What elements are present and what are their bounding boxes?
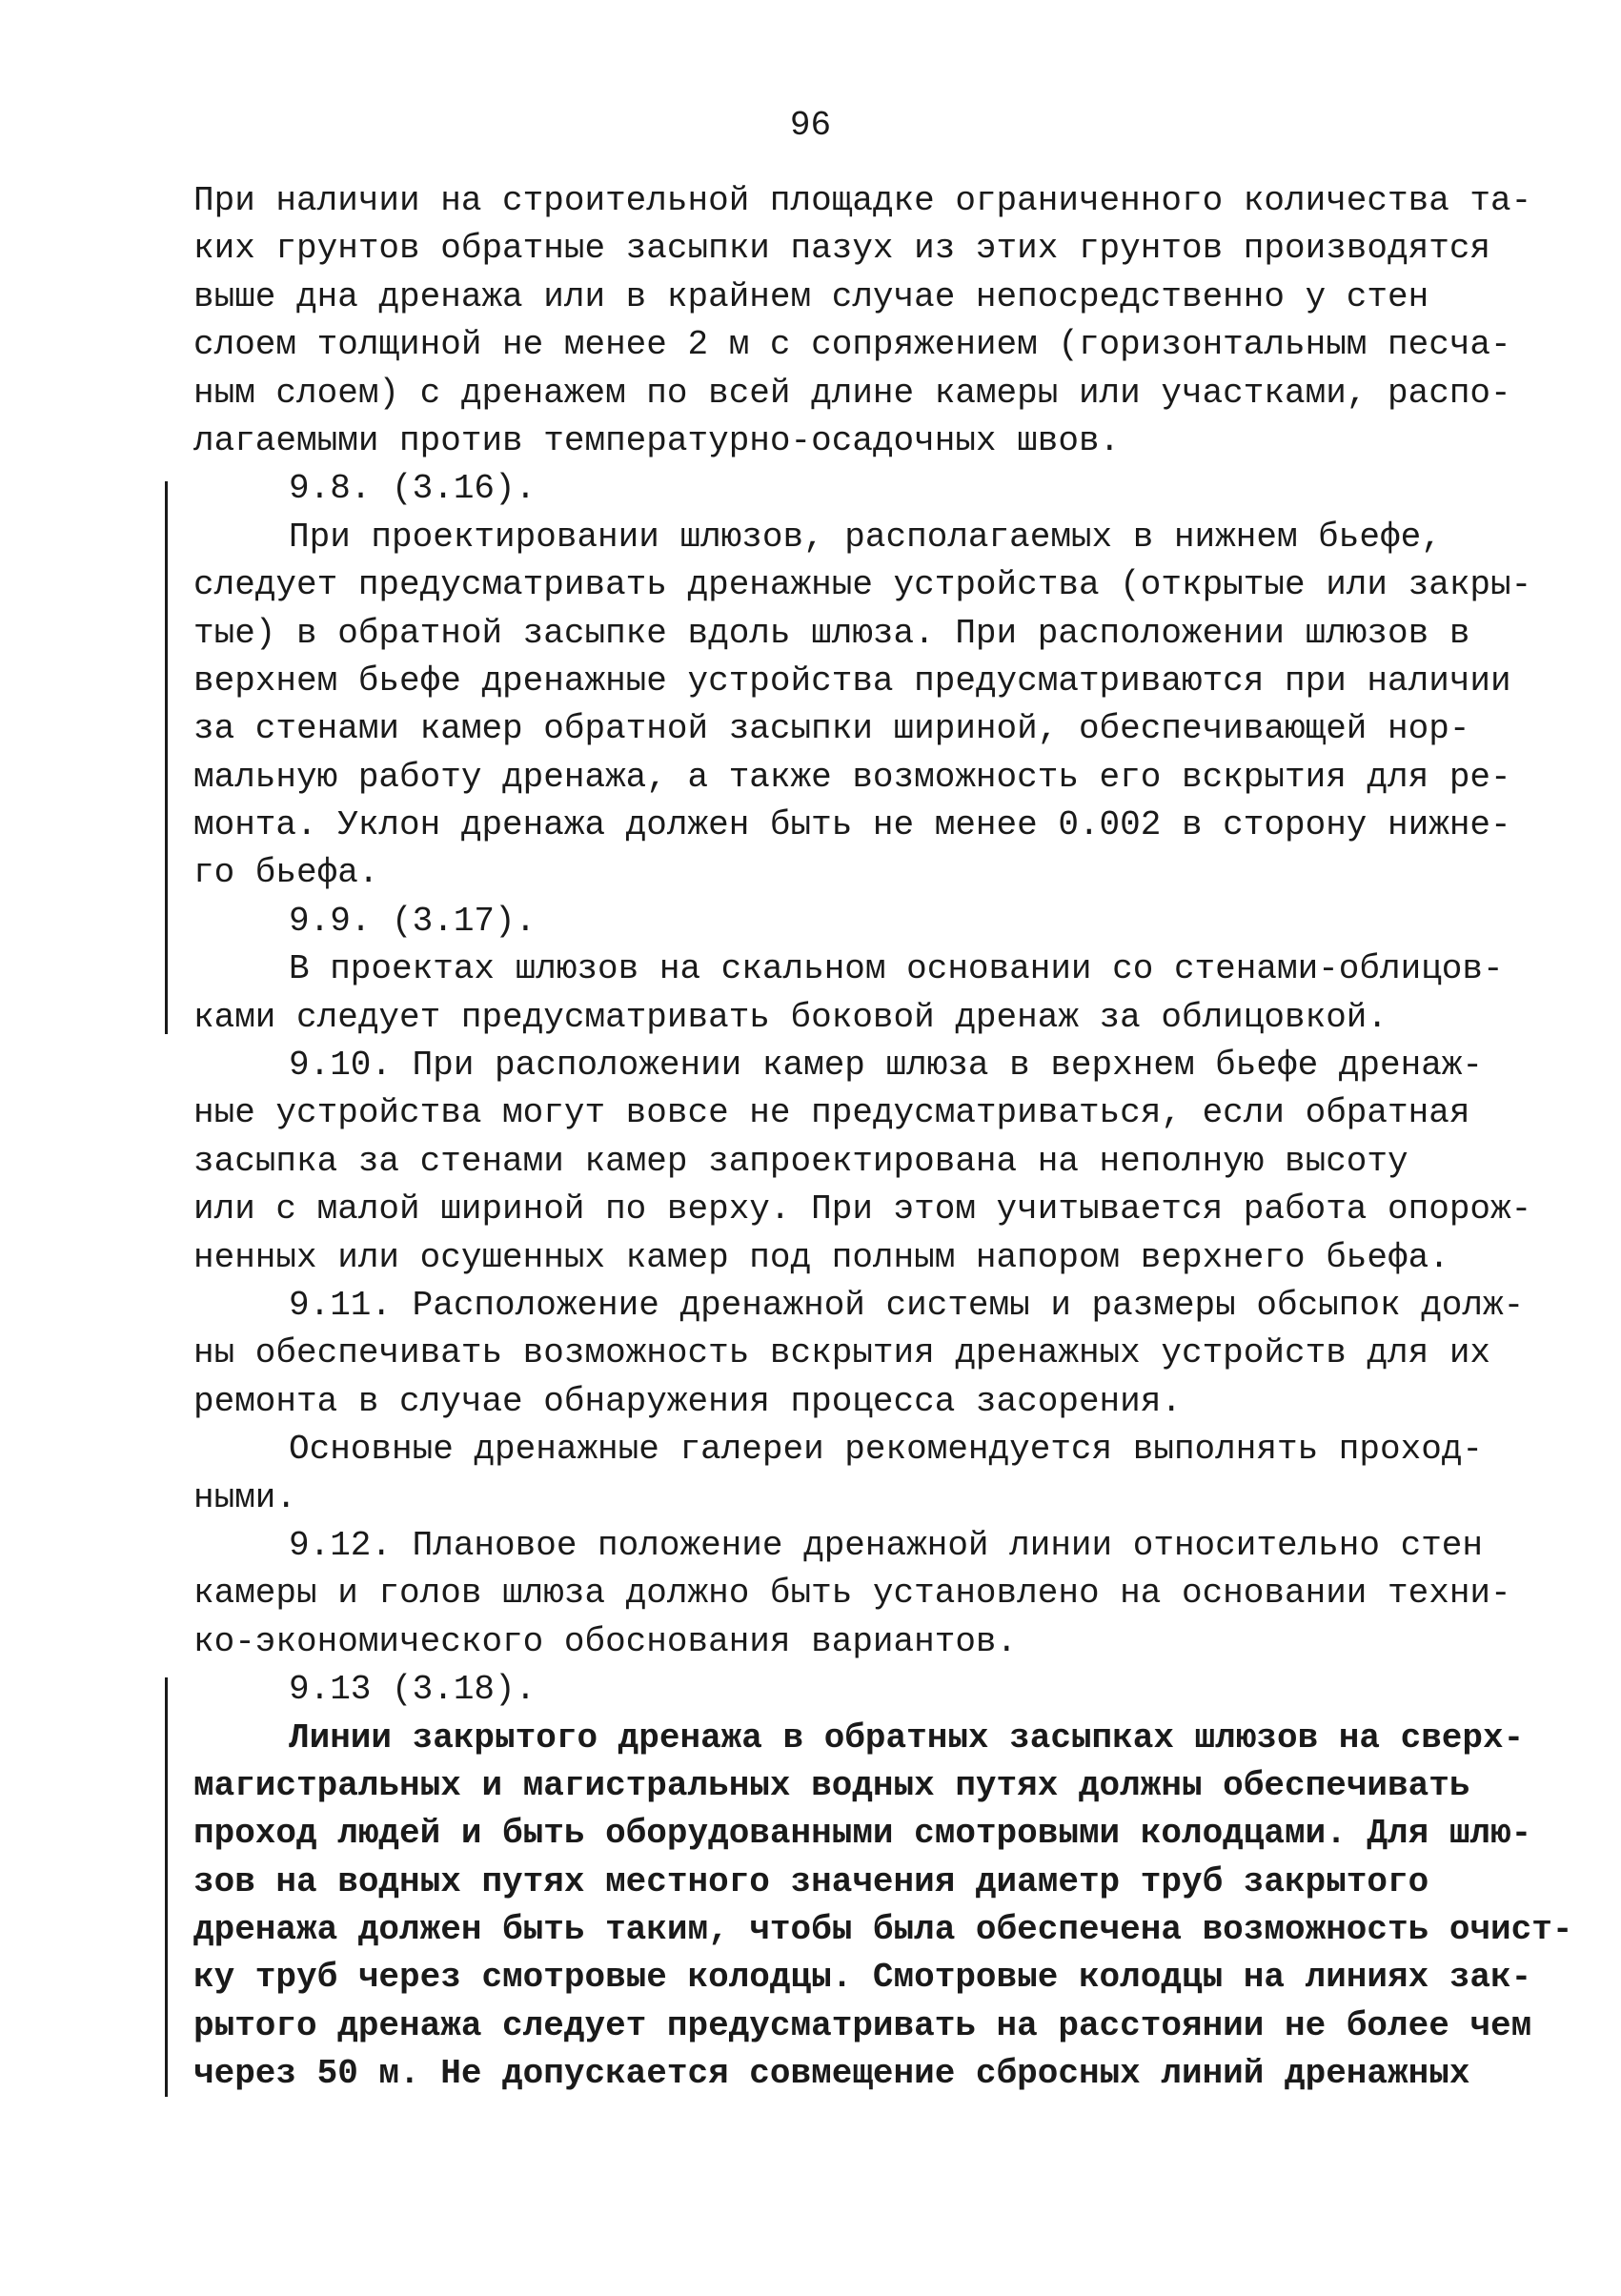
text-line: ным слоем) с дренажем по всей длине камеры или участками, распо- [193,373,1511,413]
text-line: ными. [193,1477,297,1517]
text-line: тые) в обратной засыпке вдоль шлюза. При расположении шлюзов в [193,613,1470,653]
text-line: мальную работу дренажа, а также возможность его вскрытия для ре- [193,757,1511,797]
text-line: ные устройства могут вовсе не предусматриваться, если обратная [193,1093,1470,1133]
text-line: за стенами камер обратной засыпки шириной, обеспечивающей нор- [193,709,1470,749]
text-line: ких грунтов обратные засыпки пазух из этих грунтов производятся [193,229,1491,269]
text-line: ненных или осушенных камер под полным напором верхнего бьефа. [193,1237,1449,1277]
text-line: зов на водных путях местного значения диаметр труб закрытого [193,1861,1429,1901]
text-line: 9.12. Плановое положение дренажной линии относительно стен [289,1525,1484,1565]
text-line: монта. Уклон дренажа должен быть не менее 0.002 в сторону нижне- [193,805,1511,845]
text-line: ны обеспечивать возможность вскрытия дренажных устройств для их [193,1333,1491,1373]
text-line: го бьефа. [193,853,379,893]
document-body [193,177,1573,2099]
text-line: ремонта в случае обнаружения процесса засорения. [193,1381,1182,1421]
page-number: 96 [789,106,832,145]
text-line: или с малой шириной по верху. При этом учитывается работа опорож- [193,1189,1532,1229]
text-line: 9.10. При расположении камер шлюза в верхнем бьефе дренаж- [289,1046,1484,1086]
text-line: через 50 м. Не допускается совмещение сбросных линий дренажных [193,2054,1470,2094]
text-line: следует предусматривать дренажные устройства (открытые или закры- [193,565,1532,605]
text-line: ками следует предусматривать боковой дренаж за облицовкой. [193,997,1388,1037]
text-line: Основные дренажные галереи рекомендуется выполнять проход- [289,1430,1484,1470]
text-line: камеры и голов шлюза должно быть установлено на основании техни- [193,1574,1511,1614]
text-line: дренажа должен быть таким, чтобы была обеспечена возможность очист- [193,1910,1573,1950]
margin-change-bar [165,1677,168,2097]
text-line: лагаемыми против температурно-осадочных швов. [193,420,1121,460]
text-line: рытого дренажа следует предусматривать на расстоянии не более чем [193,2005,1532,2045]
text-line: выше дна дренажа или в крайнем случае непосредственно у стен [193,276,1429,316]
text-line: магистральных и магистральных водных путях должны обеспечивать [193,1765,1470,1805]
section-heading: 9.8. (3.16). [289,469,537,509]
section-heading: 9.9. (3.17). [289,901,537,941]
text-line: 9.11. Расположение дренажной системы и размеры обсыпок долж- [289,1285,1525,1325]
text-line: проход людей и быть оборудованными смотровыми колодцами. Для шлю- [193,1814,1532,1854]
text-line: ко-экономического обоснования вариантов. [193,1621,1018,1661]
text-line: Линии закрытого дренажа в обратных засыпках шлюзов на сверх- [289,1717,1525,1758]
text-line: слоем толщиной не менее 2 м с сопряжением (горизонтальным песча- [193,325,1511,365]
text-line: засыпка за стенами камер запроектирована на неполную высоту [193,1141,1408,1181]
text-line: При проектировании шлюзов, располагаемых в нижнем бьефе, [289,517,1442,557]
text-line: При наличии на строительной площадке ограниченного количества та- [193,181,1532,220]
text-line: верхнем бьефе дренажные устройства предусматриваются при наличии [193,660,1511,701]
text-line: В проектах шлюзов на скальном основании со стенами-облицов- [289,949,1504,989]
section-heading: 9.13 (3.18). [289,1670,537,1710]
margin-change-bar [165,481,168,1034]
text-line: ку труб через смотровые колодцы. Смотровые колодцы на линиях зак- [193,1958,1532,1998]
